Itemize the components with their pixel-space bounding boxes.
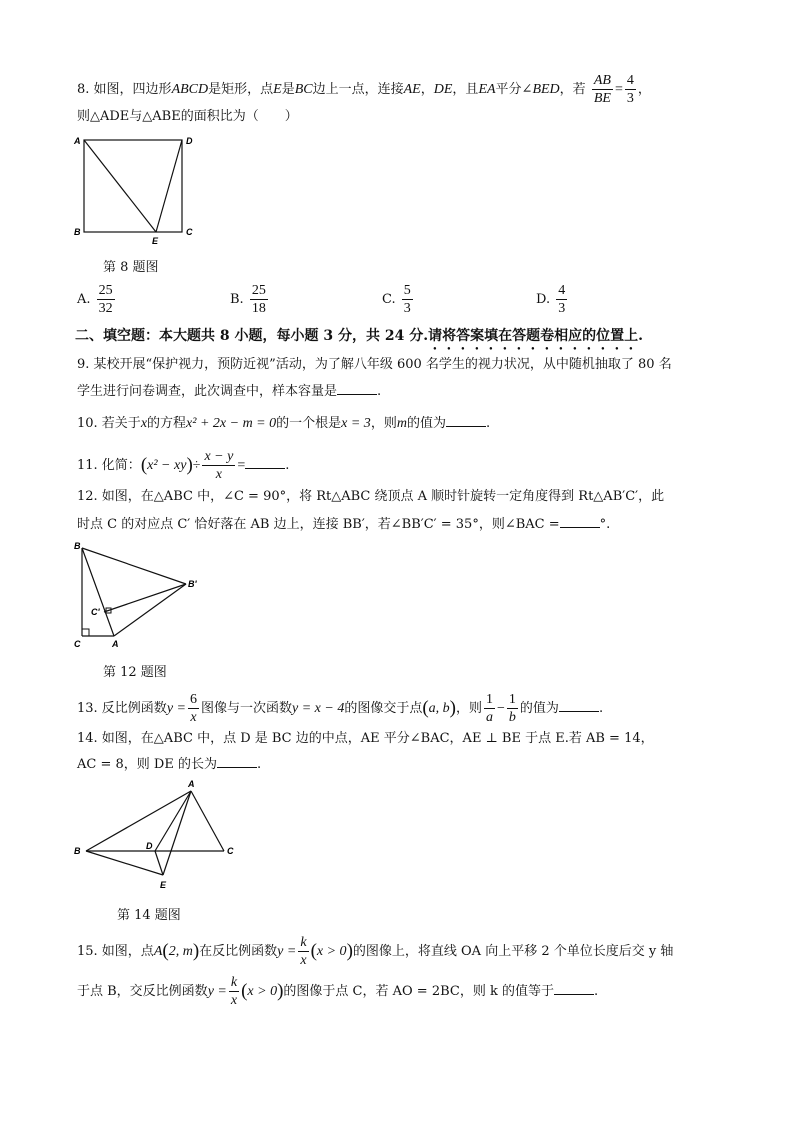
q15-condition: x > 0 xyxy=(247,984,278,999)
q15-paren-open: ( xyxy=(241,980,248,1002)
option-fraction xyxy=(402,282,413,317)
q8-segment-ae xyxy=(84,140,156,232)
q15-text: 在反比例函数 xyxy=(199,944,278,959)
q12-segment-cpbp xyxy=(104,584,186,612)
q13-y2: y = x − 4 xyxy=(292,701,345,716)
q11-text: 11. 化简： xyxy=(77,458,141,473)
option-den: 3 xyxy=(403,301,411,316)
q8-sep: ， xyxy=(420,82,434,97)
option-num: 25 xyxy=(98,283,113,298)
q13-minus: − xyxy=(497,701,505,716)
q14-line1: 14. 如图，在△ABC 中，点 D 是 BC 边的中点，AE 平分∠BAC，AE ⊥ BE 于点 E.若 AB = 14， xyxy=(77,731,654,746)
q9-end: . xyxy=(377,384,382,399)
q11-paren-open: ( xyxy=(140,454,148,476)
q14-label-b: B xyxy=(74,846,81,856)
section2-emphasis: 请将答案填在答题卷相应的位置上. xyxy=(428,328,643,344)
q8-eq: = xyxy=(614,82,623,97)
q14-end: . xyxy=(256,757,262,772)
q8-line1 xyxy=(77,72,651,107)
q13-frac-a-den: a xyxy=(486,710,494,725)
q8-ea: EA xyxy=(478,82,496,97)
q14-segment-ac xyxy=(191,791,224,851)
q8-text: 边上一点，连接 xyxy=(312,82,404,97)
q11-divide: ÷ xyxy=(192,458,201,473)
q10-text: ，则 xyxy=(370,416,397,431)
q8-text: 是矩形，点 xyxy=(208,82,274,97)
q8-number: 8. xyxy=(77,82,90,97)
option-label: C. xyxy=(382,292,396,307)
q8-figure xyxy=(70,130,200,248)
q12-label-bp: B' xyxy=(188,579,197,589)
q8-segment-de xyxy=(156,140,182,232)
q15-condition: x > 0 xyxy=(316,944,347,959)
q13-frac-b-den: b xyxy=(508,710,516,725)
q13-frac-b-num: 1 xyxy=(508,692,516,707)
q8-label-b: B xyxy=(74,227,81,237)
q8-val-num: 4 xyxy=(626,73,634,88)
q9-text: 学生进行问卷调查，此次调查中，样本容量是 xyxy=(77,384,338,399)
q13-fraction xyxy=(188,691,199,726)
q14-figure xyxy=(70,778,250,892)
q12-right-angle-c xyxy=(82,629,89,636)
q15-text: 的图像于点 C，若 AO = 2BC，则 k 的值等于 xyxy=(283,984,554,999)
q12-answer-blank[interactable] xyxy=(560,514,600,528)
q10-end: . xyxy=(485,416,491,431)
q12-segment-ab xyxy=(82,548,114,636)
q15-fraction xyxy=(298,934,308,969)
q8-label-c: C xyxy=(186,227,193,237)
q13-text: 的图像交于点 xyxy=(344,701,423,716)
q13-y1: y = xyxy=(166,701,186,716)
q15-answer-blank[interactable] xyxy=(554,981,594,995)
q13-line xyxy=(77,691,603,726)
q14-line2 xyxy=(77,754,261,774)
q14-answer-blank[interactable] xyxy=(217,754,257,768)
q8-frac-num: AB xyxy=(593,73,611,88)
q10-answer-blank[interactable] xyxy=(446,413,486,427)
q10-x: x xyxy=(140,416,148,431)
q12-end: °. xyxy=(599,517,611,532)
q8-bed: BED xyxy=(532,82,560,97)
q8-frac-den: BE xyxy=(593,91,611,106)
q9-line2 xyxy=(77,381,381,401)
q10-line xyxy=(77,413,490,433)
q12-figure xyxy=(70,538,210,654)
q14-caption: 第 14 题图 xyxy=(117,908,181,923)
q12-line1: 12. 如图，在△ABC 中，∠C = 90°，将 Rt△ABC 绕顶点 A 顺时针旋转一定角度得到 Rt△AB′C′，此 xyxy=(77,489,665,504)
section2-title: 二、填空题：本大题共 8 小题，每小题 3 分，共 24 分. xyxy=(75,328,429,344)
q11-end: . xyxy=(285,458,290,473)
q13-text: 的值为 xyxy=(519,701,559,716)
q14-label-d: D xyxy=(146,841,153,851)
q14-segment-ad xyxy=(155,791,191,851)
q12-text: 时点 C 的对应点 C′ 恰好落在 AB 边上，连接 BB′，若∠BB′C′ = 35°，则∠BAC = xyxy=(77,517,560,532)
q8-text: 如图，四边形 xyxy=(93,82,172,97)
q11-fraction xyxy=(202,448,235,483)
q10-m: m xyxy=(396,416,407,431)
q15-paren-open: ( xyxy=(162,940,169,962)
option-num: 25 xyxy=(251,283,266,298)
q8-text: ，且 xyxy=(452,82,479,97)
q15-paren-close: ) xyxy=(346,940,353,962)
option-den: 18 xyxy=(251,301,266,316)
q15-frac-num: k xyxy=(300,935,307,950)
section2-heading xyxy=(75,327,643,353)
q11-frac-den: x xyxy=(215,467,222,482)
q15-coord: 2, m xyxy=(168,944,193,959)
q9-answer-blank[interactable] xyxy=(337,381,377,395)
q15-line1 xyxy=(77,934,673,969)
q15-frac-num: k xyxy=(230,975,238,990)
q15-text: 于点 B，交反比例函数 xyxy=(77,984,208,999)
q8-caption: 第 8 题图 xyxy=(103,260,159,275)
q14-label-c: C xyxy=(227,846,234,856)
q13-end: . xyxy=(598,701,604,716)
option-num: 4 xyxy=(558,283,566,298)
q13-frac-den: x xyxy=(190,710,197,725)
q14-label-a: A xyxy=(188,779,195,789)
q15-frac-den: x xyxy=(300,953,307,968)
q8-label-a: A xyxy=(74,136,81,146)
q8-option-d[interactable] xyxy=(536,282,569,317)
q12-label-cp: C' xyxy=(91,607,100,617)
q15-text: 的图像上，将直线 OA 向上平移 2 个单位长度后交 y 轴 xyxy=(352,944,674,959)
q12-line2 xyxy=(77,514,610,534)
q15-y: y = xyxy=(277,944,297,959)
q8-value-fraction xyxy=(625,72,636,107)
option-label: A. xyxy=(77,292,91,307)
q9-line1: 9. 某校开展“保护视力，预防近视”活动，为了解八年级 600 名学生的视力状况，从中随机抽取了 80 名 xyxy=(77,357,672,372)
q13-frac-a xyxy=(484,691,495,726)
q12-label-c: C xyxy=(74,639,81,649)
q14-segment-ab xyxy=(86,791,191,851)
q13-frac-num: 6 xyxy=(189,692,197,707)
option-fraction xyxy=(556,282,567,317)
option-label: D. xyxy=(536,292,551,307)
option-num: 5 xyxy=(403,283,411,298)
q8-label-d: D xyxy=(186,136,193,146)
q15-line2 xyxy=(77,974,598,1009)
q11-eq: = xyxy=(237,458,246,473)
q14-segment-ae xyxy=(163,791,191,875)
q13-paren-open: ( xyxy=(422,697,429,719)
q12-label-b: B xyxy=(74,541,81,551)
q15-frac-den: x xyxy=(230,993,238,1008)
option-den: 32 xyxy=(98,301,113,316)
q12-segment-abp xyxy=(114,584,186,636)
q14-segment-be xyxy=(86,851,163,875)
q15-paren-close: ) xyxy=(192,940,200,962)
q11-line xyxy=(77,448,289,483)
q15-y: y = xyxy=(207,984,227,999)
q8-option-b[interactable] xyxy=(230,282,270,317)
q11-paren-close: ) xyxy=(186,454,193,476)
q15-fraction xyxy=(229,974,239,1009)
q10-equation: x² + 2x − m = 0 xyxy=(186,416,277,431)
q8-e: E xyxy=(273,82,282,97)
q13-point: a, b xyxy=(428,701,450,716)
q13-frac-b xyxy=(507,691,518,726)
q12-label-a: A xyxy=(112,639,119,649)
q8-option-c[interactable] xyxy=(382,282,415,317)
q12-segment-bbp xyxy=(82,548,186,584)
q8-comma: ， xyxy=(637,82,651,97)
q15-point: A xyxy=(153,944,163,959)
q13-paren-close: ) xyxy=(449,697,456,719)
q8-bc: BC xyxy=(294,82,313,97)
q8-val-den: 3 xyxy=(626,91,634,106)
option-fraction xyxy=(97,282,115,317)
q8-de: DE xyxy=(433,82,453,97)
q11-expression: x² − xy xyxy=(147,458,187,473)
q15-paren-close: ) xyxy=(277,980,284,1002)
q10-text: 的值为 xyxy=(406,416,446,431)
q8-label-e: E xyxy=(152,236,159,246)
q14-text: AC = 8，则 DE 的长为 xyxy=(77,757,217,772)
q12-caption: 第 12 题图 xyxy=(103,665,167,680)
q11-answer-blank[interactable] xyxy=(245,455,285,469)
q10-text: 的一个根是 xyxy=(276,416,342,431)
q8-abcd: ABCD xyxy=(171,82,209,97)
q8-rectangle xyxy=(84,140,182,232)
q14-label-e: E xyxy=(160,880,167,890)
q8-ratio-fraction xyxy=(592,72,613,107)
q8-text: ，若 xyxy=(559,82,586,97)
q8-ae: AE xyxy=(403,82,421,97)
q13-answer-blank[interactable] xyxy=(559,698,599,712)
q10-text: 10. 若关于 xyxy=(77,416,141,431)
option-fraction xyxy=(250,282,268,317)
q13-text: ，则 xyxy=(456,701,483,716)
option-label: B. xyxy=(230,292,244,307)
q8-line2: 则△ADE与△ABE的面积比为（ ） xyxy=(77,109,298,124)
q14-segment-de xyxy=(155,851,163,875)
q11-frac-num: x − y xyxy=(204,449,234,464)
q13-text: 图像与一次函数 xyxy=(200,701,292,716)
q8-option-a[interactable] xyxy=(77,282,117,317)
q13-text: 13. 反比例函数 xyxy=(77,701,167,716)
q15-end: . xyxy=(593,984,599,999)
option-den: 3 xyxy=(558,301,566,316)
q10-text: 的方程 xyxy=(147,416,187,431)
q15-text: 15. 如图，点 xyxy=(77,944,154,959)
q8-text: 平分∠ xyxy=(495,82,533,97)
q15-paren-open: ( xyxy=(310,940,317,962)
q13-frac-a-num: 1 xyxy=(486,692,494,707)
q10-root: x = 3 xyxy=(341,416,371,431)
q8-text: 是 xyxy=(281,82,295,97)
